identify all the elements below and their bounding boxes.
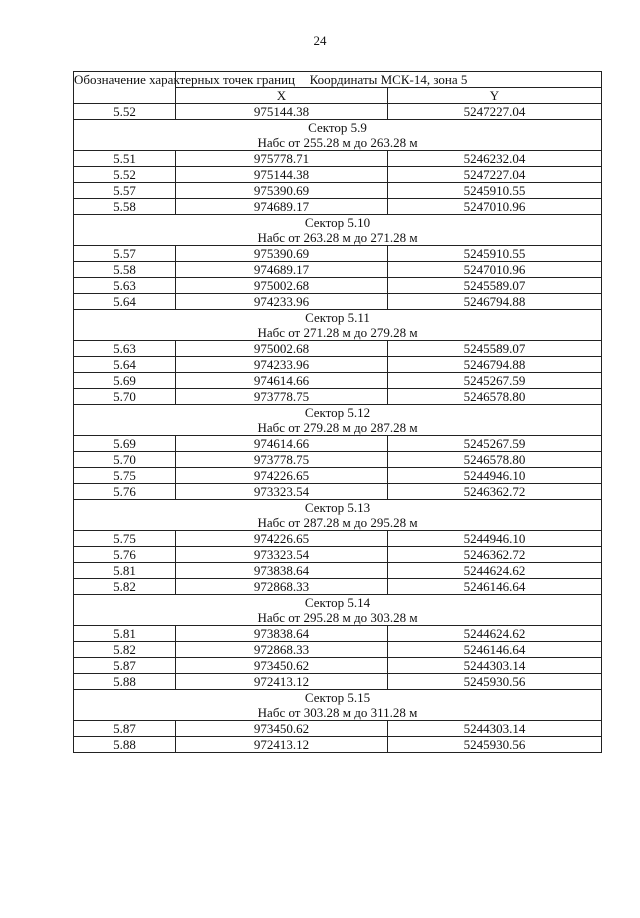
sector-subtitle-row xyxy=(74,230,602,246)
point-cell: 5.88 xyxy=(74,737,176,753)
point-cell: 5.88 xyxy=(74,674,176,690)
sector-subtitle-row xyxy=(74,515,602,531)
y-cell: 5245267.59 xyxy=(388,373,602,389)
x-cell: 972413.12 xyxy=(176,737,388,753)
point-cell: 5.69 xyxy=(74,436,176,452)
sector-header-row xyxy=(74,120,602,136)
table-row xyxy=(74,167,602,183)
x-cell: 974614.66 xyxy=(176,436,388,452)
point-cell: 5.57 xyxy=(74,246,176,262)
table-row xyxy=(74,484,602,500)
sector-header: Сектор 5.10 xyxy=(74,215,602,231)
y-cell: 5246362.72 xyxy=(388,547,602,563)
y-cell: 5245930.56 xyxy=(388,737,602,753)
x-cell: 973450.62 xyxy=(176,658,388,674)
y-cell: 5245930.56 xyxy=(388,674,602,690)
point-cell: 5.70 xyxy=(74,389,176,405)
x-cell: 972868.33 xyxy=(176,642,388,658)
y-cell: 5247010.96 xyxy=(388,262,602,278)
sector-header-row xyxy=(74,405,602,421)
sector-subtitle-row xyxy=(74,135,602,151)
table-row xyxy=(74,262,602,278)
x-cell: 972868.33 xyxy=(176,579,388,595)
y-cell: 5246146.64 xyxy=(388,579,602,595)
x-cell: 974689.17 xyxy=(176,262,388,278)
sector-height-range: Набс от 295.28 м до 303.28 м xyxy=(74,610,602,626)
table-row xyxy=(74,626,602,642)
x-cell: 974689.17 xyxy=(176,199,388,215)
x-cell: 975778.71 xyxy=(176,151,388,167)
x-cell: 974226.65 xyxy=(176,468,388,484)
point-cell: 5.82 xyxy=(74,579,176,595)
point-cell: 5.64 xyxy=(74,294,176,310)
point-cell: 5.81 xyxy=(74,626,176,642)
table-row xyxy=(74,468,602,484)
point-cell: 5.57 xyxy=(74,183,176,199)
table-row xyxy=(74,642,602,658)
point-cell: 5.76 xyxy=(74,547,176,563)
sector-header-row xyxy=(74,310,602,326)
x-cell: 973450.62 xyxy=(176,721,388,737)
sector-header: Сектор 5.15 xyxy=(74,690,602,706)
sector-subtitle-row xyxy=(74,705,602,721)
y-cell: 5244624.62 xyxy=(388,626,602,642)
header-coordinates: Координаты МСК-14, зона 5 xyxy=(176,72,602,88)
y-cell: 5245910.55 xyxy=(388,246,602,262)
sector-height-range: Набс от 303.28 м до 311.28 м xyxy=(74,705,602,721)
x-cell: 974614.66 xyxy=(176,373,388,389)
y-cell: 5247227.04 xyxy=(388,167,602,183)
x-cell: 975144.38 xyxy=(176,167,388,183)
y-cell: 5246146.64 xyxy=(388,642,602,658)
table-row xyxy=(74,452,602,468)
point-cell: 5.52 xyxy=(74,167,176,183)
header-y: Y xyxy=(388,88,602,104)
y-cell: 5246578.80 xyxy=(388,389,602,405)
table-row xyxy=(74,389,602,405)
x-cell: 974233.96 xyxy=(176,357,388,373)
sector-header: Сектор 5.11 xyxy=(74,310,602,326)
sector-header-row xyxy=(74,595,602,611)
x-cell: 974226.65 xyxy=(176,531,388,547)
point-cell: 5.64 xyxy=(74,357,176,373)
table-row xyxy=(74,674,602,690)
header-row xyxy=(74,72,602,88)
y-cell: 5244303.14 xyxy=(388,721,602,737)
x-cell: 973323.54 xyxy=(176,547,388,563)
header-point-designation: Обозначение характерных точек границ xyxy=(74,72,176,104)
sector-header: Сектор 5.9 xyxy=(74,120,602,136)
table-row xyxy=(74,737,602,753)
y-cell: 5246232.04 xyxy=(388,151,602,167)
y-cell: 5245267.59 xyxy=(388,436,602,452)
y-cell: 5246794.88 xyxy=(388,294,602,310)
x-cell: 975390.69 xyxy=(176,183,388,199)
x-cell: 974233.96 xyxy=(176,294,388,310)
sector-subtitle-row xyxy=(74,610,602,626)
table-row xyxy=(74,531,602,547)
y-cell: 5246362.72 xyxy=(388,484,602,500)
point-cell: 5.69 xyxy=(74,373,176,389)
point-cell: 5.52 xyxy=(74,104,176,120)
table-row xyxy=(74,721,602,737)
table-row xyxy=(74,278,602,294)
x-cell: 975144.38 xyxy=(176,104,388,120)
table-row xyxy=(74,579,602,595)
y-cell: 5244303.14 xyxy=(388,658,602,674)
sector-subtitle-row xyxy=(74,420,602,436)
point-cell: 5.87 xyxy=(74,721,176,737)
table-row xyxy=(74,341,602,357)
point-cell: 5.63 xyxy=(74,341,176,357)
y-cell: 5244624.62 xyxy=(388,563,602,579)
table-row xyxy=(74,436,602,452)
y-cell: 5244946.10 xyxy=(388,531,602,547)
x-cell: 973778.75 xyxy=(176,389,388,405)
y-cell: 5245589.07 xyxy=(388,278,602,294)
x-cell: 973778.75 xyxy=(176,452,388,468)
x-cell: 973323.54 xyxy=(176,484,388,500)
point-cell: 5.51 xyxy=(74,151,176,167)
y-cell: 5245910.55 xyxy=(388,183,602,199)
point-cell: 5.87 xyxy=(74,658,176,674)
page-number: 24 xyxy=(313,33,327,48)
sector-height-range: Набс от 271.28 м до 279.28 м xyxy=(74,325,602,341)
point-cell: 5.76 xyxy=(74,484,176,500)
coordinates-table xyxy=(73,71,602,753)
x-cell: 973838.64 xyxy=(176,626,388,642)
sector-subtitle-row xyxy=(74,325,602,341)
y-cell: 5246578.80 xyxy=(388,452,602,468)
table-row xyxy=(74,151,602,167)
table-row xyxy=(74,658,602,674)
table-row xyxy=(74,357,602,373)
table-row xyxy=(74,246,602,262)
point-cell: 5.58 xyxy=(74,199,176,215)
table-row xyxy=(74,547,602,563)
sector-header-row xyxy=(74,215,602,231)
point-cell: 5.75 xyxy=(74,468,176,484)
y-cell: 5244946.10 xyxy=(388,468,602,484)
x-cell: 975002.68 xyxy=(176,341,388,357)
x-cell: 975002.68 xyxy=(176,278,388,294)
y-cell: 5247227.04 xyxy=(388,104,602,120)
y-cell: 5246794.88 xyxy=(388,357,602,373)
point-cell: 5.58 xyxy=(74,262,176,278)
table-row xyxy=(74,199,602,215)
x-cell: 975390.69 xyxy=(176,246,388,262)
point-cell: 5.75 xyxy=(74,531,176,547)
sector-header: Сектор 5.14 xyxy=(74,595,602,611)
table-row xyxy=(74,104,602,120)
y-cell: 5247010.96 xyxy=(388,199,602,215)
point-cell: 5.81 xyxy=(74,563,176,579)
table-row xyxy=(74,294,602,310)
point-cell: 5.70 xyxy=(74,452,176,468)
y-cell: 5245589.07 xyxy=(388,341,602,357)
coordinates-table-body xyxy=(74,72,602,753)
sector-header-row xyxy=(74,690,602,706)
sector-header: Сектор 5.13 xyxy=(74,500,602,516)
x-cell: 973838.64 xyxy=(176,563,388,579)
header-x: X xyxy=(176,88,388,104)
sector-height-range: Набс от 255.28 м до 263.28 м xyxy=(74,135,602,151)
table-row xyxy=(74,563,602,579)
sector-header: Сектор 5.12 xyxy=(74,405,602,421)
point-cell: 5.82 xyxy=(74,642,176,658)
sector-height-range: Набс от 263.28 м до 271.28 м xyxy=(74,230,602,246)
x-cell: 972413.12 xyxy=(176,674,388,690)
sector-height-range: Набс от 287.28 м до 295.28 м xyxy=(74,515,602,531)
point-cell: 5.63 xyxy=(74,278,176,294)
sector-height-range: Набс от 279.28 м до 287.28 м xyxy=(74,420,602,436)
sector-header-row xyxy=(74,500,602,516)
table-row xyxy=(74,373,602,389)
table-row xyxy=(74,183,602,199)
